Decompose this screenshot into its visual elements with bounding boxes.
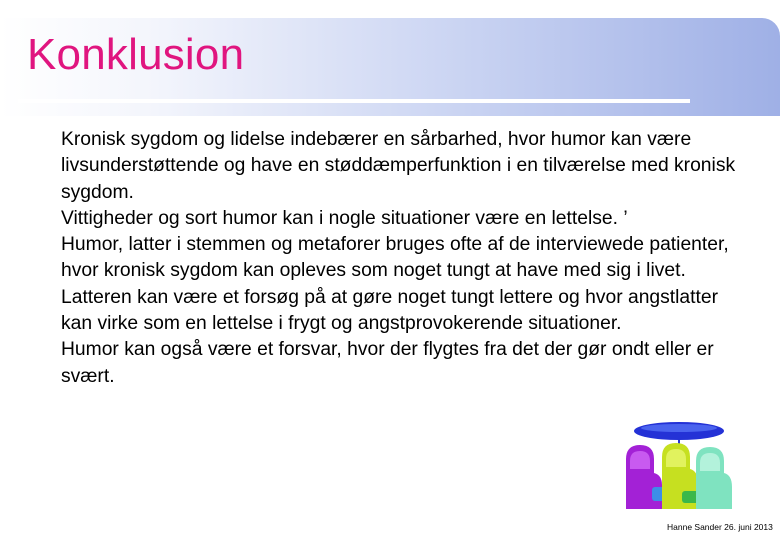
footer-credit: Hanne Sander 26. juni 2013: [667, 522, 773, 532]
body-paragraph: Latteren kan være et forsøg på at gøre noget tungt lettere og hvor angstlatter kan virke som en lettelse i frygt og angstprovokerende situationer.: [61, 286, 719, 335]
body-paragraph: Humor kan også være et forsvar, hvor der flygtes fra det der gør ondt eller er svært.: [61, 339, 714, 387]
people-under-umbrella-clipart-icon: [600, 415, 760, 515]
body-paragraph: Vittigheder og sort humor kan i nogle situationer være en lettelse. ’: [61, 207, 628, 229]
slide-title: Konklusion: [27, 30, 245, 79]
slide-body: [61, 127, 741, 390]
body-paragraph: Humor, latter i stemmen og metaforer bruges ofte af de interviewede patienter, hvor kronisk sygdom kan opleves som noget tungt at have med sig i livet.: [61, 234, 729, 282]
title-underline: [18, 99, 690, 103]
body-paragraph: Kronisk sygdom og lidelse indebærer en sårbarhed, hvor humor kan være livsunderstøttende og have en støddæmperfunktion i en tilværelse med kronisk sygdom.: [61, 129, 736, 203]
